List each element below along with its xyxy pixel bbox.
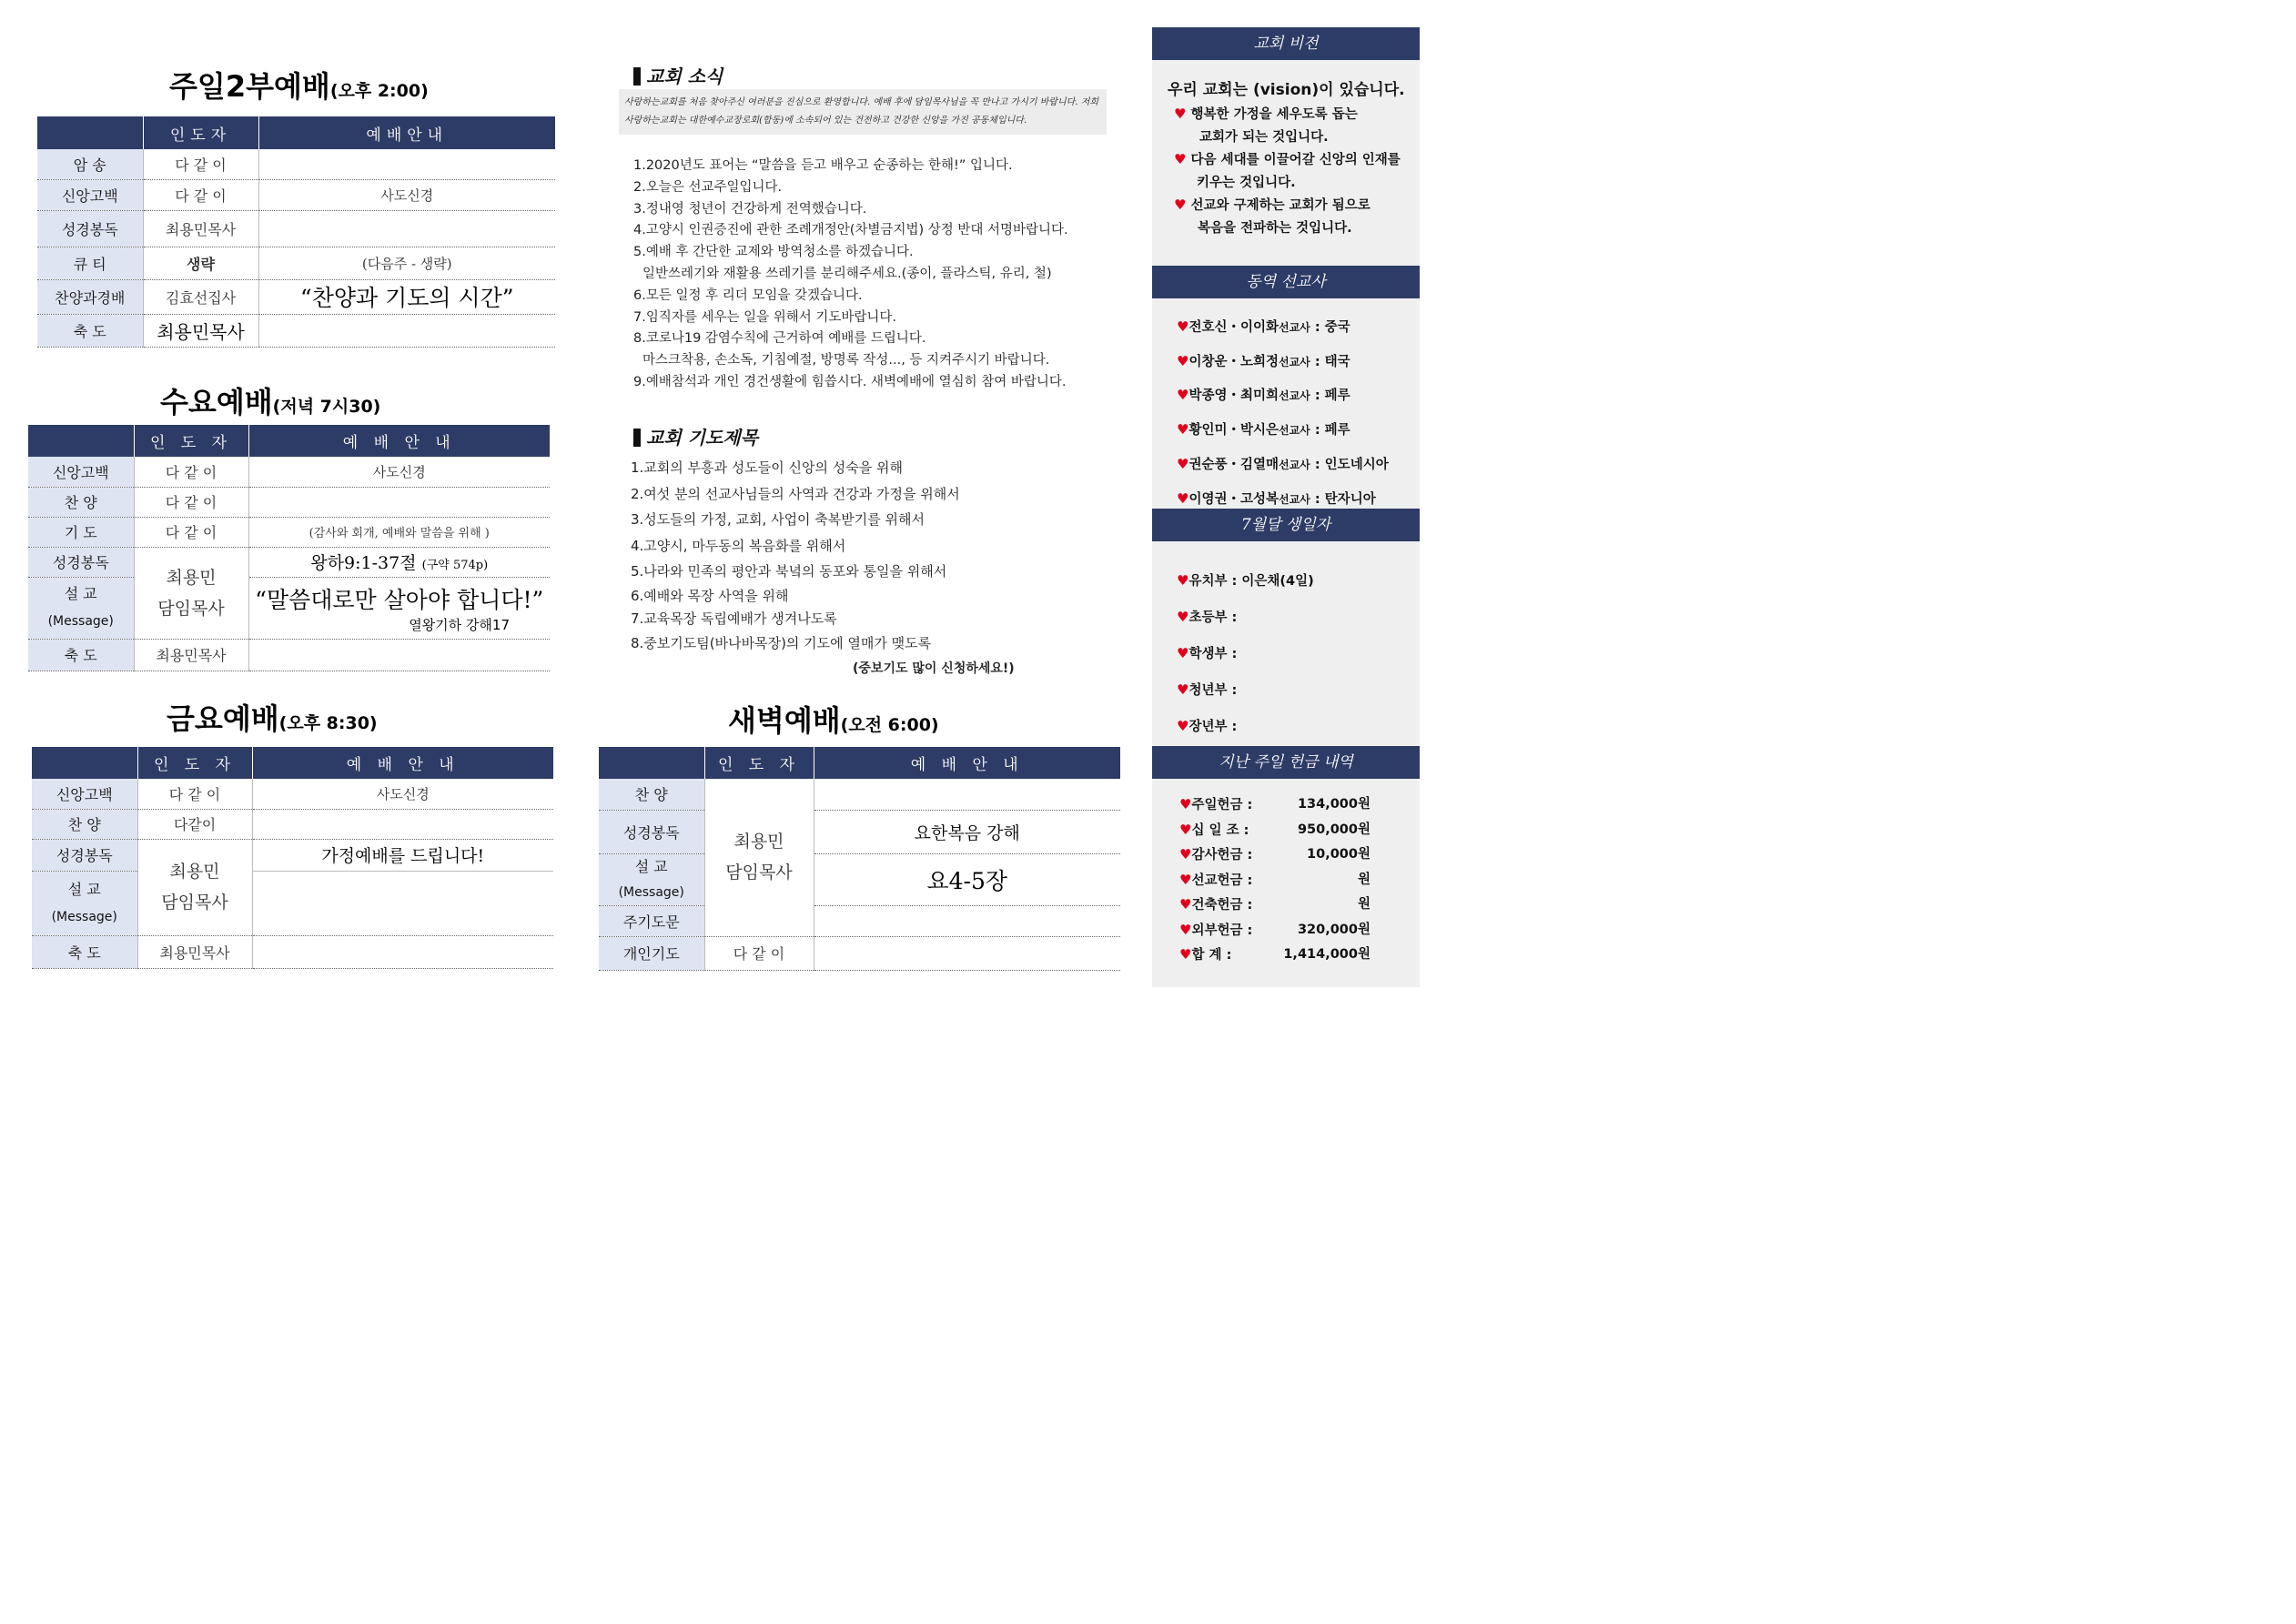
list-item: 교회가 되는 것입니다. [1199,129,1329,145]
list-item: 4.고양시 인권증진에 관한 조례개정안(차별금지법) 상정 반대 서명바랍니다. [633,223,1068,238]
prayer-note: (중보기도 많이 신청하세요!) [853,661,1015,676]
list-item: 8.중보기도팀(바나바목장)의 기도에 열매가 맺도록 [631,634,932,651]
table-row: 신앙고백 다 같 이 사도신경 [37,179,555,210]
header-guide: 예 배 안 내 [252,747,553,779]
table-row: 암 송 다 같 이 [37,149,555,179]
heart-icon: ♥ [1177,421,1189,439]
heart-icon: ♥ [1177,572,1189,589]
heart-icon: ♥ [1179,896,1192,913]
list-item: ♥학생부 : [1177,645,1238,661]
list-item: 마스크착용, 손소독, 기침예절, 방명록 작성..., 등 지켜주시기 바랍니다. [642,353,1050,368]
heart-icon: ♥ [1177,455,1189,472]
list-item: ♥ 선교와 구제하는 교회가 됨으로 [1174,197,1371,213]
list-item: ♥청년부 : [1177,681,1238,698]
header-leader: 인 도 자 [137,747,252,779]
table-row: 찬 양 다같이 [32,809,553,839]
dawn-title: 새벽예배(오전 6:00) [728,703,939,738]
list-item: ♥장년부 : [1177,718,1238,734]
list-item: ♥선교헌금 : 원 [1179,871,1371,888]
heart-icon: ♥ [1177,352,1189,369]
table-row: 축 도 최용민목사 [32,935,553,968]
list-item: ♥초등부 : [1177,609,1238,625]
heading-bar [633,67,641,86]
list-item: 2.오늘은 선교주일입니다. [633,179,783,195]
header-leader: 인 도 자 [134,425,248,457]
vision-list [1174,103,1401,239]
prayer-heading: 교회 기도제목 [633,423,758,449]
list-item: 7.교육목장 독립예배가 생겨나도록 [631,610,837,627]
table-row: 개인기도 다 같 이 [599,936,1120,970]
table-row: 성경봉독 요한복음 강해 [599,810,1120,853]
list-item: ♥이창운・노희정선교사 : 태국 [1177,352,1350,369]
dawn-table [599,747,1120,971]
table-row: 기 도 다 같 이 (감사와 회개, 예배와 말씀을 위해 ) [28,517,550,547]
offering-list [1179,792,1371,968]
heart-icon: ♥ [1177,609,1189,625]
heading-bar [633,429,641,447]
list-item: ♥박종영・최미희선교사 : 페루 [1177,387,1350,404]
table-row: 주기도문 [599,905,1120,936]
heart-icon: ♥ [1179,846,1192,862]
list-item: ♥주일헌금 : 134,000원 [1179,796,1371,812]
list-item: ♥건축헌금 : 원 [1179,896,1371,913]
news-heading: 교회 소식 [633,62,723,88]
list-item: ♥전호신・이이화선교사 : 중국 [1177,318,1350,335]
heart-icon: ♥ [1177,489,1189,507]
list-item: 9.예배참석과 개인 경건생활에 힘씁시다. 새벽예배에 열심히 참여 바랍니다. [633,374,1067,389]
list-item: 1.교회의 부흥과 성도들이 신앙의 성숙을 위해 [631,459,903,476]
table-row: 큐 티 생략 (다음주 - 생략) [37,247,555,279]
heart-icon: ♥ [1179,821,1192,838]
list-item: 5.예배 후 간단한 교제와 방역청소를 하겠습니다. [633,245,914,260]
heart-icon: ♥ [1177,318,1189,335]
list-item: 2.여섯 분의 선교사님들의 사역과 건강과 가정을 위해서 [631,485,960,502]
list-item: ♥유치부 : 이은채(4일) [1177,572,1314,589]
heart-icon: ♥ [1179,946,1192,963]
heart-icon: ♥ [1174,151,1187,167]
list-item: 키우는 것입니다. [1197,175,1296,190]
friday-table [32,747,553,969]
list-item: 4.고양시, 마두동의 복음화를 위해서 [631,537,846,554]
heart-icon: ♥ [1179,871,1192,888]
list-item: ♥이영권・고성복선교사 : 탄자니아 [1177,489,1376,507]
missionary-list [1177,310,1389,516]
list-item: ♥십 일 조 : 950,000원 [1179,821,1371,838]
list-item: 5.나라와 민족의 평안과 북녘의 동포와 통일을 위해서 [631,563,947,580]
table-row: 찬 양 다 같 이 [28,487,550,517]
list-item: 3.성도들의 가정, 교회, 사업이 축복받기를 위해서 [631,511,925,529]
header-guide: 예 배 안 내 [248,425,550,457]
list-item: 6.모든 일정 후 리더 모임을 갖겠습니다. [633,287,863,303]
table-row: 성경봉독 최용민 담임목사 가정예배를 드립니다! [32,839,553,871]
table-row: 성경봉독 최용민 담임목사 왕하9:1-37절 (구약 574p) [28,547,550,577]
list-item: 6.예배와 목장 사역을 위해 [631,587,789,604]
list-item: ♥ 행복한 가정을 세우도록 돕는 [1174,106,1358,122]
list-item: ♥합 계 : 1,414,000원 [1179,946,1371,963]
list-item: ♥ 다음 세대를 이끌어갈 신앙의 인재를 [1174,151,1401,167]
table-row: 찬양과경배 김효선집사 “찬양과 기도의 시간” [37,279,555,314]
table-row: 신앙고백 다 같 이 사도신경 [28,457,550,487]
prayer-list [631,455,960,656]
table-row: 축 도 최용민목사 [28,639,550,671]
list-item: ♥외부헌금 : 320,000원 [1179,921,1371,938]
header-leader: 인 도 자 [704,747,814,779]
list-item: 1.2020년도 표어는 “말씀을 듣고 배우고 순종하는 한해!” 입니다. [633,158,1013,173]
heart-icon: ♥ [1177,681,1189,698]
friday-title: 금요예배(오후 8:30) [167,701,378,736]
list-item: ♥권순풍・김열매선교사 : 인도네시아 [1177,455,1389,472]
table-row: 설 교 (Message) 요4-5장 [599,853,1120,905]
header-guide: 예배안내 [258,116,555,149]
news-intro: 사랑하는교회를 처음 찾아주신 여러분을 진심으로 환영합니다. 예배 후에 담임목사님을 꼭 만나고 가시기 바랍니다. 저희 사랑하는교회는 대한예수교장로회(합동)에 소속되어 있는 건전하고 건강한 신앙을 가진 공동체입니다. [619,89,1107,135]
sunday2-table [37,116,555,348]
heart-icon: ♥ [1174,106,1187,122]
list-item: 8.코로나19 감염수칙에 근거하여 예배를 드립니다. [633,331,926,347]
wednesday-table [28,425,550,671]
list-item: 3.정내영 청년이 건강하게 전역했습니다. [633,201,867,217]
table-row: 성경봉독 최용민목사 [37,210,555,247]
header-leader: 인도자 [143,116,258,149]
offering-heading: 지난 주일 헌금 내역 [1152,746,1420,779]
list-item: ♥황인미・박시은선교사 : 페루 [1177,421,1350,439]
heart-icon: ♥ [1177,718,1189,734]
heart-icon: ♥ [1177,645,1189,661]
vision-heading: 교회 비전 [1152,27,1420,60]
table-row: 설 교 (Message) “말씀대로만 살아야 합니다!” 열왕기하 강해17 [28,577,550,639]
vision-lead: 우리 교회는 (vision)이 있습니다. [1168,81,1405,99]
list-item: 일반쓰레기와 재활용 쓰레기를 분리해주세요.(종이, 플라스틱, 유리, 철) [642,266,1052,281]
list-item: 7.임직자를 세우는 일을 위해서 기도바랍니다. [633,309,897,325]
heart-icon: ♥ [1174,197,1187,213]
news-list [633,156,1068,394]
table-row: 찬 양 최용민 담임목사 [599,779,1120,810]
table-row: 신앙고백 다 같 이 사도신경 [32,779,553,809]
birthday-list [1177,563,1314,745]
missionaries-heading: 동역 선교사 [1152,266,1420,298]
sunday2-title: 주일2부예배(오후 2:00) [169,69,429,104]
heart-icon: ♥ [1179,796,1192,812]
list-item: 복음을 전파하는 것입니다. [1198,220,1352,236]
header-guide: 예 배 안 내 [814,747,1120,779]
wednesday-title: 수요예배(저녁 7시30) [160,385,381,419]
heart-icon: ♥ [1179,921,1192,938]
list-item: ♥감사헌금 : 10,000원 [1179,846,1371,862]
table-row: 설 교 (Message) [32,871,553,935]
heart-icon: ♥ [1177,387,1189,404]
birthdays-heading: 7월달 생일자 [1152,509,1420,541]
table-row: 축 도 최용민목사 [37,314,555,347]
